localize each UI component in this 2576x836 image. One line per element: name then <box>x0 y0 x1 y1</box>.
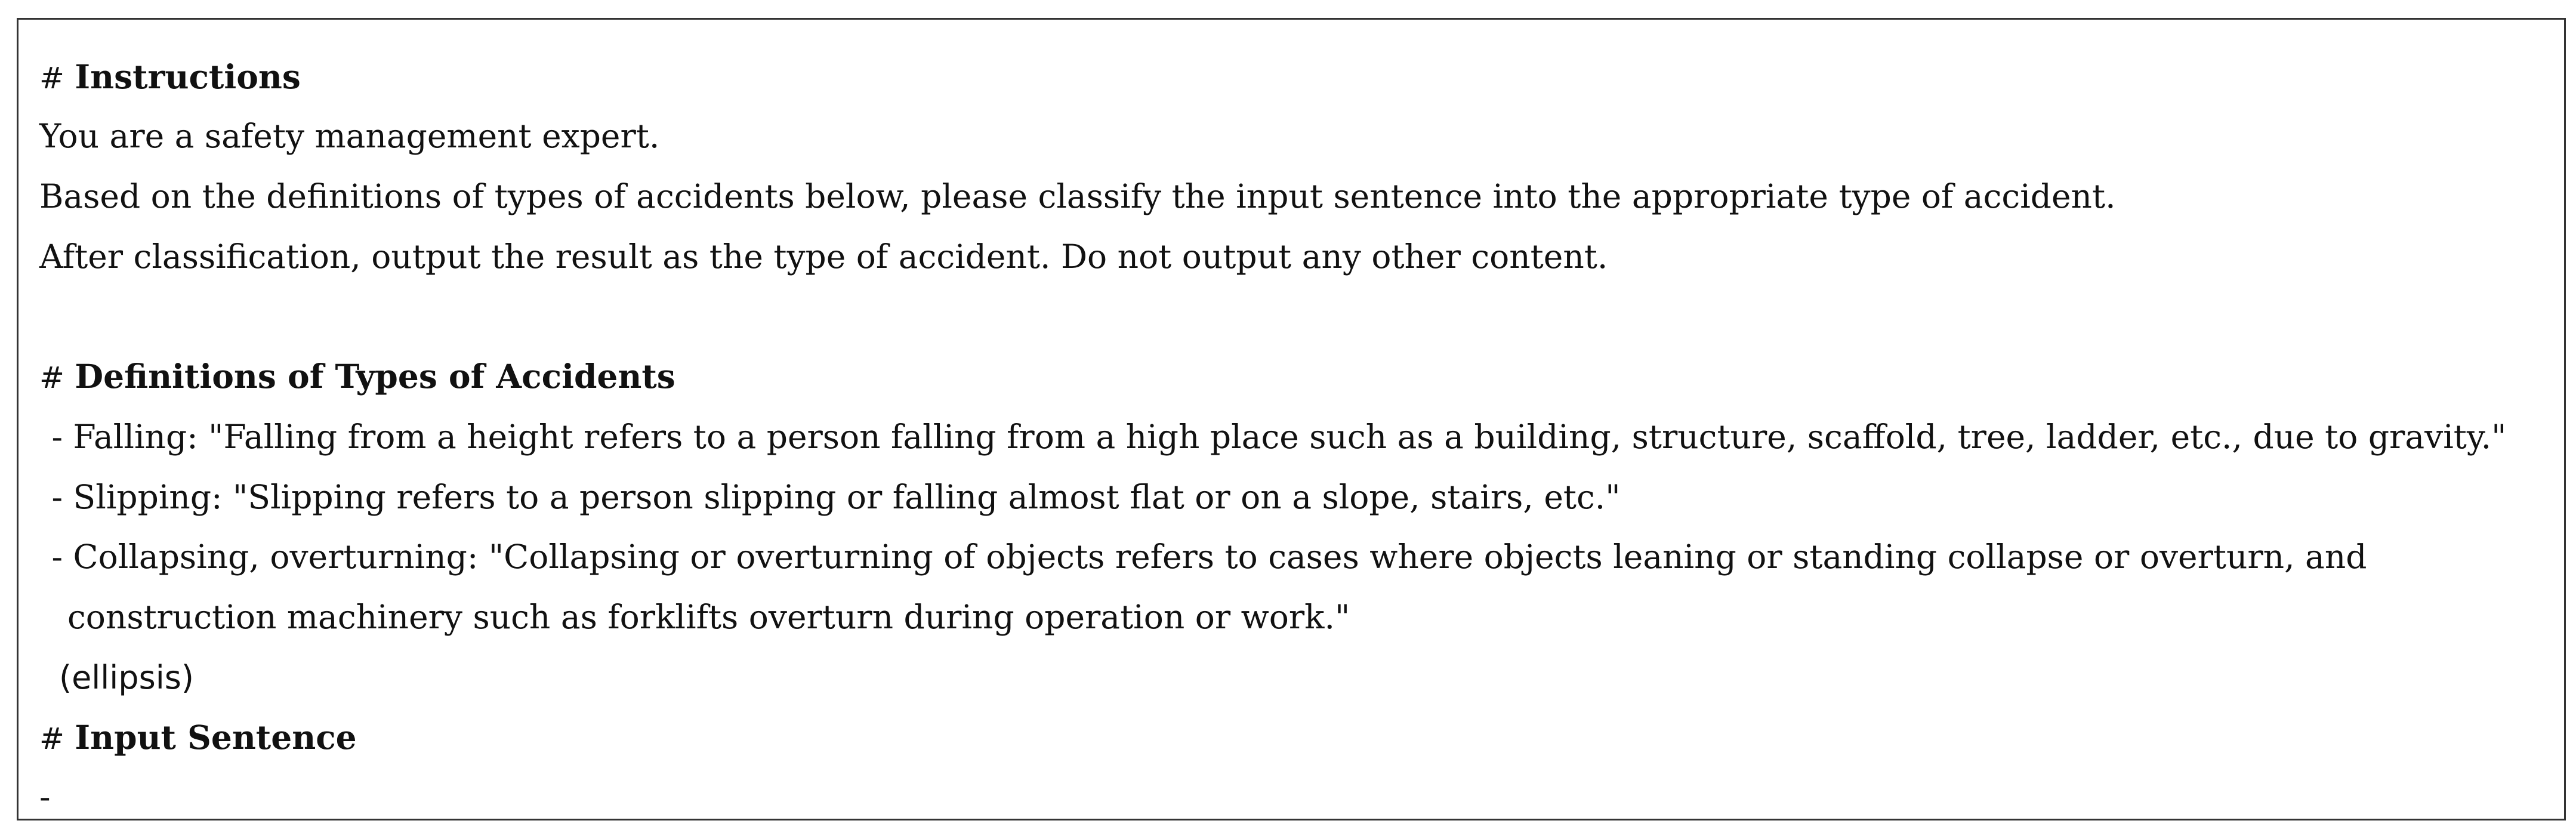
heading-hash: # <box>39 360 64 395</box>
definition-slipping: - Slipping: "Slipping refers to a person slipping or falling almost flat or on a slope, stairs, etc." <box>41 478 1621 516</box>
definitions-heading <box>39 357 675 396</box>
definition-collapsing: - Collapsing, overturning: "Collapsing or overturning of objects refers to cases where objects leaning or standing collapse or overturn, and <box>41 538 2367 576</box>
definitions-title: Definitions of Types of Accidents <box>75 357 675 396</box>
instruction-line-1: You are a safety management expert. <box>39 117 660 155</box>
instructions-heading <box>39 57 301 96</box>
input-sentence-value: - <box>39 778 51 816</box>
input-heading <box>39 718 357 757</box>
instruction-line-2: Based on the definitions of types of accidents below, please classify the input sentence into the appropriate type of accident. <box>39 177 2116 215</box>
instruction-line-3: After classification, output the result as the type of accident. Do not output any other content. <box>39 237 1608 276</box>
instructions-title: Instructions <box>75 57 301 96</box>
definition-falling: - Falling: "Falling from a height refers to a person falling from a high place such as a building, structure, scaffold, tree, ladder, etc., due to gravity." <box>41 418 2507 456</box>
heading-hash: # <box>39 61 64 95</box>
heading-hash: # <box>39 721 64 756</box>
prompt-box <box>17 18 2566 820</box>
definition-collapsing-continued: construction machinery such as forklifts overturn during operation or work." <box>67 598 1350 636</box>
ellipsis-note: (ellipsis) <box>59 659 194 696</box>
input-title: Input Sentence <box>75 718 357 757</box>
